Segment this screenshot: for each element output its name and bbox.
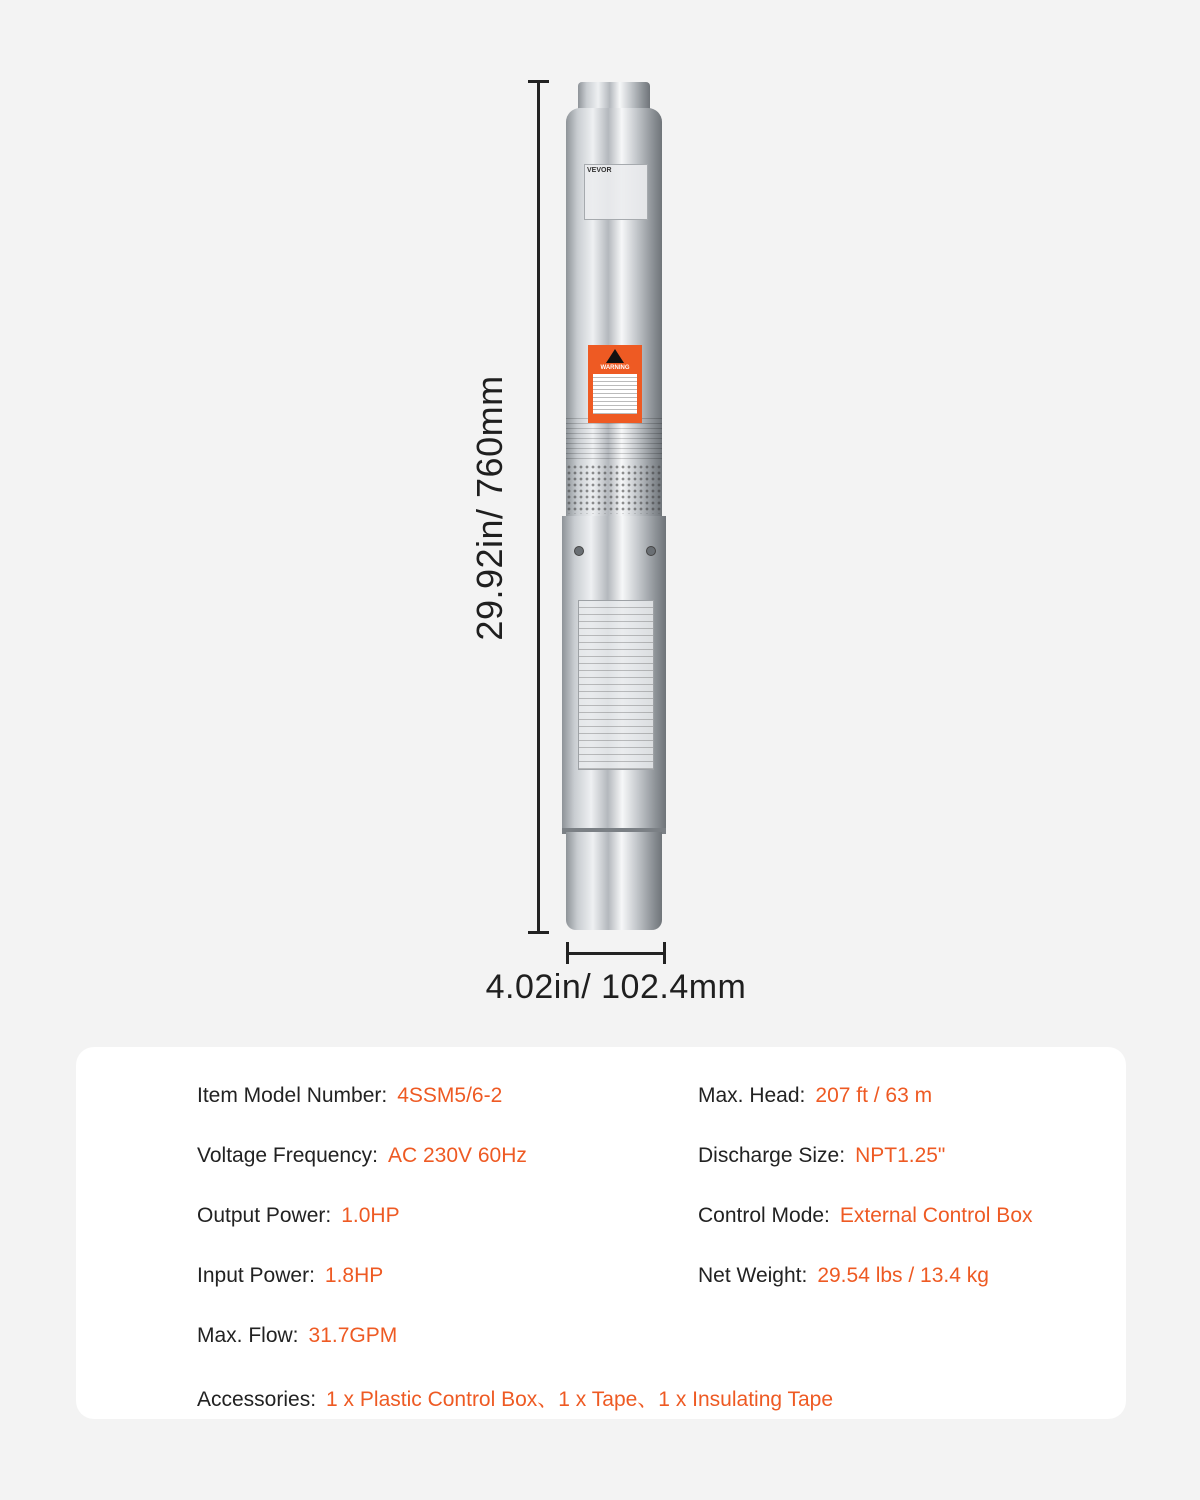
pump-nameplate — [584, 164, 648, 220]
spec-max-flow — [197, 1324, 397, 1348]
height-dimension-label: 29.92in/ 760mm — [469, 375, 510, 641]
pump-intake-holes — [566, 464, 662, 514]
height-dimension-cap-bottom — [528, 931, 549, 934]
warning-icon — [606, 349, 624, 363]
spec-input-power — [197, 1264, 383, 1288]
spec-voltage — [197, 1144, 527, 1168]
pump-bottom — [566, 832, 662, 930]
width-dimension-line — [568, 952, 665, 955]
spec-discharge-size — [698, 1144, 945, 1168]
bolt-icon — [574, 546, 584, 556]
spec-label: Input Power: — [197, 1264, 315, 1287]
spec-net-weight — [698, 1264, 989, 1288]
spec-card — [76, 1047, 1126, 1419]
width-dimension-label: 4.02in/ 102.4mm — [485, 968, 747, 1006]
spec-value: 31.7GPM — [308, 1324, 398, 1347]
spec-control-mode — [698, 1204, 1033, 1228]
spec-value: 1.8HP — [324, 1264, 384, 1287]
spec-value: 29.54 lbs / 13.4 kg — [817, 1264, 989, 1287]
spec-value: 4SSM5/6-2 — [397, 1084, 503, 1107]
width-dimension-cap-right — [663, 942, 666, 964]
warning-sticker-text — [593, 374, 637, 414]
spec-value: 1 x Plastic Control Box、1 x Tape、1 x Insulating Tape — [326, 1388, 834, 1411]
brand-logo: VEVOR — [587, 167, 612, 174]
spec-label: Item Model Number: — [197, 1084, 388, 1107]
wiring-diagram-sticker — [578, 600, 654, 770]
pump-top-head — [566, 108, 662, 144]
pump-grooves — [566, 418, 662, 460]
spec-value: NPT1.25" — [855, 1144, 946, 1167]
spec-max-head — [698, 1084, 932, 1108]
spec-label: Max. Head: — [698, 1084, 806, 1107]
spec-output-power — [197, 1204, 400, 1228]
spec-model — [197, 1084, 502, 1108]
spec-label: Net Weight: — [698, 1264, 808, 1287]
spec-value: 207 ft / 63 m — [815, 1084, 933, 1107]
warning-sticker — [588, 345, 642, 423]
spec-accessories — [197, 1383, 833, 1413]
warning-sticker-title: WARNING — [600, 365, 630, 371]
spec-label: Accessories: — [197, 1388, 317, 1411]
spec-value: AC 230V 60Hz — [387, 1144, 527, 1167]
spec-label: Control Mode: — [698, 1204, 830, 1227]
spec-label: Discharge Size: — [698, 1144, 846, 1167]
spec-value: External Control Box — [839, 1204, 1033, 1227]
height-dimension-line — [537, 82, 540, 933]
spec-label: Max. Flow: — [197, 1324, 299, 1347]
spec-label: Output Power: — [197, 1204, 332, 1227]
spec-label: Voltage Frequency: — [197, 1144, 378, 1167]
spec-value: 1.0HP — [341, 1204, 400, 1227]
bolt-icon — [646, 546, 656, 556]
